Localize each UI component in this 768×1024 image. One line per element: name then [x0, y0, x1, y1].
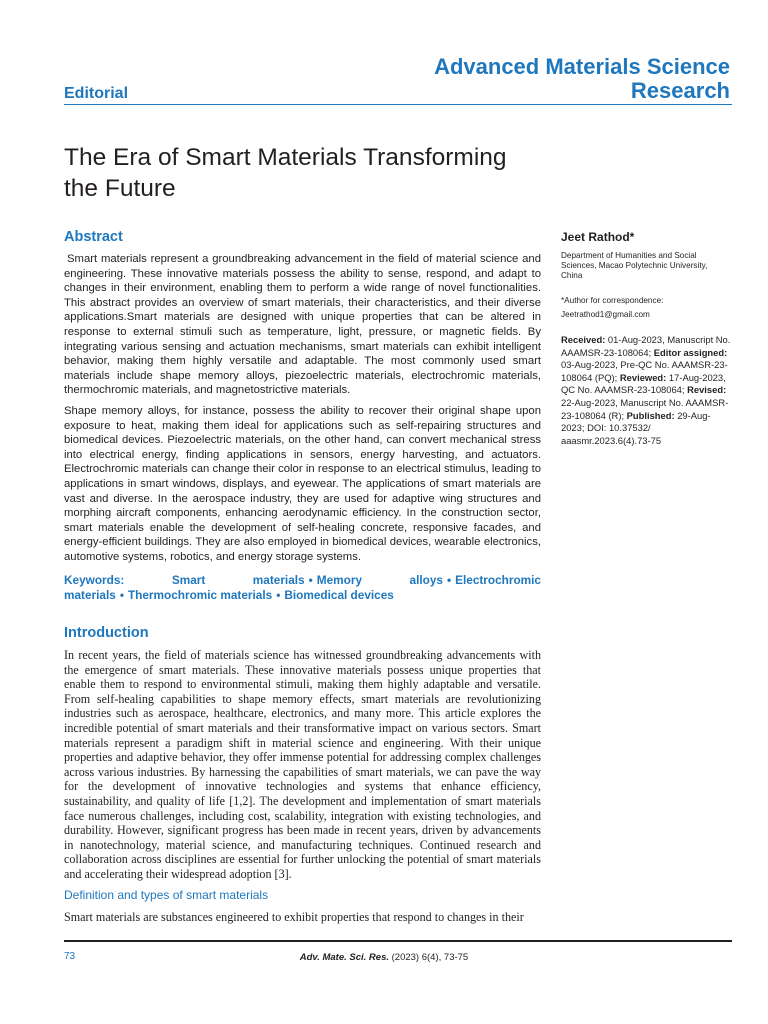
journal-title-line2: Research [630, 78, 730, 103]
keywords-label: Keywords: [64, 573, 125, 587]
editor-text: 03-Aug-2023, Pre-QC No. AAAMSR-23-108064 (PQ); [561, 359, 728, 383]
footer-citation [0, 952, 768, 963]
abstract-heading: Abstract [64, 229, 123, 245]
author-name: Jeet Rathod* [561, 230, 635, 244]
revised-label: Revised: [687, 384, 727, 396]
published-label: Published: [626, 409, 675, 421]
correspondence-label: *Author for correspondence: [561, 296, 664, 305]
subsection-paragraph: Smart materials are substances engineered to exhibit properties that respond to changes in their [64, 910, 524, 924]
journal-abbreviation: Adv. Mate. Sci. Res. [299, 952, 389, 963]
citation-details: (2023) 6(4), 73-75 [389, 952, 469, 963]
section-label: Editorial [64, 85, 129, 102]
abstract-paragraph-1 [64, 252, 541, 398]
subsection-heading: Definition and types of smart materials [64, 888, 269, 902]
keyword-item: Memory alloys [316, 573, 443, 587]
paper-title-line1: The Era of Smart Materials Transforming [64, 144, 507, 171]
published-text: 29-Aug-2023; DOI: 10.37532/ aaasmr.2023.6(4).73-75 [561, 409, 711, 446]
reviewed-label: Reviewed: [619, 371, 667, 383]
abstract-paragraph-2: Shape memory alloys, for instance, possess the ability to recover their original shape upon exposure to heat, making them ideal for applications such as self-repairing structures and biomedical devices. Piezoelectric materials, on the other hand, can convert mechanical stress into electrical energy, finding applications in sensors, energy harvesting, and actuators. Electrochromic materials can change their color in response to an electrical stimulus, leading to applications in smart windows, displays, and eyewear. The applications of smart materials are vast and diverse. In the aerospace industry, they are used for adaptive wing structures and morphing aircraft components, enhancing aerodynamic efficiency. In the construction sector, smart materials enable the development of self-healing concrete, responsive facades, and energy-efficient buildings. They are also employed in biomedical devices, wearable electronics, automotive systems, robotics, and energy storage systems. [64, 405, 541, 563]
introduction-paragraph: In recent years, the field of materials science has witnessed groundbreaking advancements with the emergence of smart materials. These innovative materials possess unique properties that enable them to respond to environmental stimuli, making them highly adaptable and versatile. From self-healing capabilities to shape memory effects, smart materials are revolutionizing industries such as aerospace, healthcare, electronics, and many more. This article explores the incredible potential of smart materials and their transformative impact on various sectors. Smart materials represent a paradigm shift in material science and engineering. With their unique properties and adaptive behavior, they offer immense potential for addressing complex challenges across various industries. By harnessing the capabilities of smart materials, we can pave the way for the development of innovative technologies and systems that enhance efficiency, sustainability, and quality of life [1,2]. The development and implementation of smart materials face numerous challenges, including cost, scalability, integration with existing technologies, and durability. However, significant progress has been made in recent years, driven by advancements in nanotechnology, material science, and manufacturing techniques. Continued research and collaboration across disciplines are essential for further unlocking the potential of smart materials and accelerating their widespread adoption [3]. [64, 648, 541, 881]
keyword-item: Electrochromic materials [64, 573, 541, 602]
editor-label: Editor assigned: [653, 346, 728, 358]
reviewed-text: 17-Aug-2023, QC No. AAAMSR-23-108064; [561, 371, 726, 396]
page-number: 73 [64, 951, 76, 962]
article-history [561, 334, 733, 447]
keyword-item: Smart materials [171, 573, 305, 587]
keyword-item: Biomedical devices [284, 588, 394, 602]
paper-title-line2: the Future [64, 175, 176, 202]
header-divider [64, 104, 732, 105]
keyword-separator: • [276, 588, 281, 602]
keyword-item: Thermochromic materials [127, 588, 273, 602]
abstract-paragraph-1-text: Smart materials represent a groundbreaking advancement in the field of material science and engineering. These innovative materials possess the ability to sense, respond, and adapt to changes in their environment, enabling them to perform a wide range of novel functionalities. This abstract provides an overview of smart materials, their characteristics, and their diverse applications.Smart materials are designed with unique properties that can be altered in response to external stimuli such as temperature, light, pressure, or magnetic fields. By integrating various sensing and actuation mechanisms, smart materials can exhibit intelligent behavior, making them highly versatile and adaptable. The most commonly used smart materials include shape memory alloys, piezoelectric materials, electrochromic materials, thermochromic materials, and magnetostrictive materials. [64, 253, 541, 397]
received-text: 01-Aug-2023, Manuscript No. AAAMSR-23-108064; [561, 334, 731, 358]
author-affiliation: Department of Humanities and Social Sciences, Macao Polytechnic University, China [561, 251, 708, 281]
journal-title [310, 55, 730, 103]
journal-title-line1: Advanced Materials Science [434, 54, 730, 79]
keyword-separator: • [446, 573, 452, 587]
introduction-heading: Introduction [64, 625, 149, 641]
keyword-separator: • [119, 588, 124, 602]
received-label: Received: [561, 334, 606, 345]
author-email[interactable]: Jeetrathod1@gmail.com [561, 310, 650, 319]
footer-divider [64, 940, 732, 942]
keywords [64, 573, 541, 603]
paper-title [64, 142, 564, 204]
keyword-separator: • [308, 573, 313, 587]
revised-text: 22-Aug-2023, Manuscript No. AAAMSR-23-108064 (R); [561, 396, 729, 421]
